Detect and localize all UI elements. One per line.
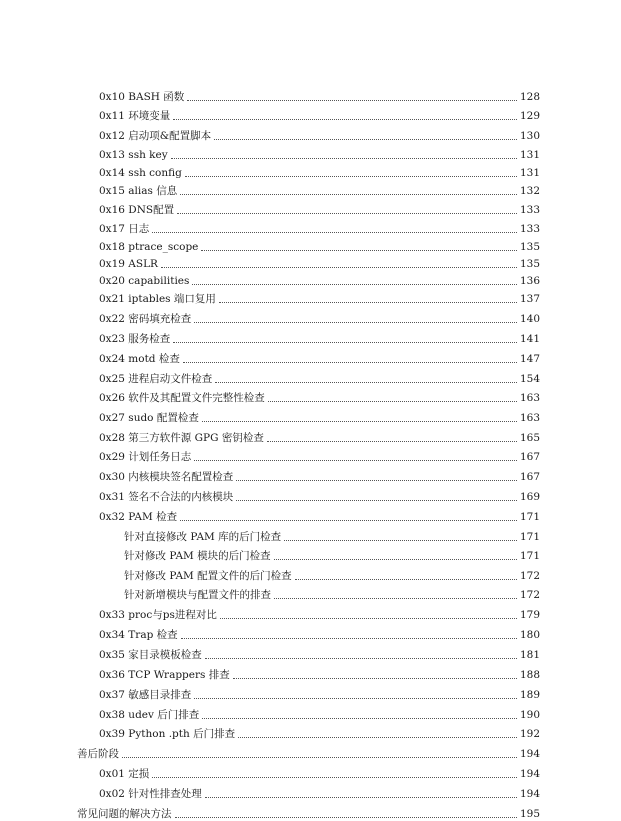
toc-entry-title: 针对直接修改 PAM 库的后门检查 <box>124 531 282 543</box>
toc-entry-page-number: 135 <box>519 258 540 270</box>
toc-entry-title: 0x20 capabilities <box>99 275 190 287</box>
toc-entry-page-number: 194 <box>519 788 540 800</box>
toc-entry-title: 0x30 内核模块签名配置检查 <box>99 471 234 483</box>
toc-entry-title: 0x15 alias 信息 <box>99 185 178 197</box>
toc-entry-page-number: 154 <box>519 373 540 385</box>
toc-entry-page-number: 136 <box>519 275 540 287</box>
dot-leader <box>202 420 517 422</box>
toc-entry[interactable] <box>99 310 540 326</box>
dot-leader <box>175 816 517 818</box>
dot-leader <box>171 157 517 159</box>
toc-entry-title: 0x14 ssh config <box>99 167 182 179</box>
dot-leader <box>219 301 517 303</box>
toc-entry-title: 0x34 Trap 检查 <box>99 629 178 641</box>
toc-entry-title: 针对修改 PAM 配置文件的后门检查 <box>124 570 292 582</box>
dot-leader <box>295 578 517 580</box>
toc-entry-title: 0x26 软件及其配置文件完整性检查 <box>99 392 265 404</box>
toc-entry[interactable] <box>99 765 540 781</box>
toc-entry-title: 0x24 motd 检查 <box>99 353 180 365</box>
toc-entry-page-number: 135 <box>519 241 540 253</box>
toc-entry-title: 0x11 环境变量 <box>99 110 171 122</box>
toc-entry-title: 0x35 家目录模板检查 <box>99 649 202 661</box>
dot-leader <box>192 283 517 285</box>
dot-leader <box>274 597 517 599</box>
toc-entry-page-number: 133 <box>519 223 540 235</box>
toc-entry[interactable] <box>99 626 540 642</box>
toc-entry[interactable] <box>99 725 540 741</box>
toc-entry-page-number: 190 <box>519 709 540 721</box>
toc-entry-title: 0x36 TCP Wrappers 排查 <box>99 669 230 681</box>
toc-entry[interactable] <box>99 182 540 198</box>
toc-entry-page-number: 180 <box>519 629 540 641</box>
toc-entry-title: 0x31 签名不合法的内核模块 <box>99 491 234 503</box>
toc-entry[interactable] <box>99 370 540 386</box>
dot-leader <box>214 138 517 140</box>
toc-entry-title: 0x19 ASLR <box>99 258 158 270</box>
toc-entry-title: 0x10 BASH 函数 <box>99 91 185 103</box>
toc-entry-title: 0x22 密码填充检查 <box>99 313 192 325</box>
toc-entry-title: 0x37 敏感目录排查 <box>99 689 192 701</box>
toc-entry[interactable] <box>124 586 540 602</box>
toc-entry[interactable] <box>99 389 540 405</box>
toc-entry-page-number: 133 <box>519 204 540 216</box>
toc-entry-page-number: 189 <box>519 689 540 701</box>
toc-entry[interactable] <box>99 238 540 254</box>
toc-entry[interactable] <box>99 666 540 682</box>
dot-leader <box>202 717 517 719</box>
toc-entry[interactable] <box>77 745 540 761</box>
toc-entry[interactable] <box>99 448 540 464</box>
toc-entry[interactable] <box>99 164 540 180</box>
toc-entry-title: 0x25 进程启动文件检查 <box>99 373 213 385</box>
toc-entry-page-number: 165 <box>519 432 540 444</box>
toc-entry[interactable] <box>99 409 540 425</box>
dot-leader <box>274 558 517 560</box>
dot-leader <box>181 637 517 639</box>
dot-leader <box>284 539 517 541</box>
dot-leader <box>205 657 517 659</box>
toc-entry-title: 0x01 定损 <box>99 768 150 780</box>
toc-entry-title: 0x39 Python .pth 后门排查 <box>99 728 236 740</box>
toc-entry[interactable] <box>99 429 540 445</box>
toc-entry[interactable] <box>99 272 540 288</box>
toc-entry[interactable] <box>99 330 540 346</box>
dot-leader <box>185 175 517 177</box>
dot-leader <box>194 697 517 699</box>
toc-entry[interactable] <box>99 508 540 524</box>
toc-entry[interactable] <box>99 468 540 484</box>
dot-leader <box>236 499 517 501</box>
toc-entry-title: 善后阶段 <box>77 748 119 760</box>
toc-entry-page-number: 130 <box>519 130 540 142</box>
toc-entry[interactable] <box>99 146 540 162</box>
toc-entry-title: 0x16 DNS配置 <box>99 204 175 216</box>
toc-entry-page-number: 169 <box>519 491 540 503</box>
toc-entry-page-number: 171 <box>519 511 540 523</box>
toc-entry[interactable] <box>77 805 540 821</box>
dot-leader <box>152 776 517 778</box>
toc-entry-page-number: 163 <box>519 412 540 424</box>
dot-leader <box>205 796 517 798</box>
toc-entry-title: 0x13 ssh key <box>99 149 168 161</box>
dot-leader <box>173 118 517 120</box>
toc-entry-page-number: 172 <box>519 589 540 601</box>
dot-leader <box>220 617 517 619</box>
toc-entry-page-number: 129 <box>519 110 540 122</box>
toc-entry-page-number: 181 <box>519 649 540 661</box>
toc-entry-title: 0x27 sudo 配置检查 <box>99 412 199 424</box>
toc-entry[interactable] <box>99 255 540 271</box>
toc-entry-title: 常见问题的解决方法 <box>77 808 172 820</box>
toc-entry-page-number: 132 <box>519 185 540 197</box>
toc-entry-title: 针对新增模块与配置文件的排查 <box>124 589 271 601</box>
toc-entry-page-number: 171 <box>519 550 540 562</box>
dot-leader <box>236 479 517 481</box>
toc-entry[interactable] <box>99 606 540 622</box>
dot-leader <box>194 321 517 323</box>
toc-entry-page-number: 179 <box>519 609 540 621</box>
toc-entry[interactable] <box>99 107 540 123</box>
toc-entry-page-number: 140 <box>519 313 540 325</box>
toc-entry-page-number: 131 <box>519 167 540 179</box>
toc-entry[interactable] <box>99 785 540 801</box>
toc-entry-page-number: 128 <box>519 91 540 103</box>
toc-entry-page-number: 192 <box>519 728 540 740</box>
toc-entry[interactable] <box>99 686 540 702</box>
toc-entry-title: 0x12 启动项&配置脚本 <box>99 130 212 142</box>
toc-entry-page-number: 137 <box>519 293 540 305</box>
toc-entry-title: 0x21 iptables 端口复用 <box>99 293 216 305</box>
toc-entry-title: 0x18 ptrace_scope <box>99 241 199 253</box>
dot-leader <box>201 249 517 251</box>
toc-entry[interactable] <box>99 88 540 104</box>
toc-entry[interactable] <box>99 706 540 722</box>
dot-leader <box>215 381 517 383</box>
toc-entry-page-number: 195 <box>519 808 540 820</box>
dot-leader <box>180 519 517 521</box>
toc-entry-title: 0x23 服务检查 <box>99 333 171 345</box>
toc-entry[interactable] <box>99 127 540 143</box>
toc-entry[interactable] <box>99 290 540 306</box>
toc-entry[interactable] <box>124 567 540 583</box>
toc-entry-page-number: 171 <box>519 531 540 543</box>
toc-entry-page-number: 147 <box>519 353 540 365</box>
dot-leader <box>122 756 517 758</box>
dot-leader <box>194 459 517 461</box>
toc-entry-title: 0x32 PAM 检查 <box>99 511 178 523</box>
toc-entry[interactable] <box>99 488 540 504</box>
toc-entry-title: 0x38 udev 后门排查 <box>99 709 200 721</box>
dot-leader <box>268 400 517 402</box>
toc-entry-title: 0x33 proc与ps进程对比 <box>99 609 217 621</box>
toc-entry[interactable] <box>124 547 540 563</box>
toc-entry[interactable] <box>124 528 540 544</box>
toc-entry-page-number: 194 <box>519 768 540 780</box>
toc-entry-title: 0x17 日志 <box>99 223 150 235</box>
toc-entry-page-number: 194 <box>519 748 540 760</box>
dot-leader <box>161 266 517 268</box>
toc-entry[interactable] <box>99 201 540 217</box>
dot-leader <box>267 440 517 442</box>
toc-entry-page-number: 141 <box>519 333 540 345</box>
toc-entry-page-number: 163 <box>519 392 540 404</box>
toc-entry-page-number: 188 <box>519 669 540 681</box>
dot-leader <box>180 193 517 195</box>
toc-entry-page-number: 131 <box>519 149 540 161</box>
toc-entry-title: 针对修改 PAM 模块的后门检查 <box>124 550 271 562</box>
toc-entry[interactable] <box>99 350 540 366</box>
toc-entry-title: 0x28 第三方软件源 GPG 密钥检查 <box>99 432 264 444</box>
toc-entry-title: 0x02 针对性排查处理 <box>99 788 202 800</box>
toc-entry[interactable] <box>99 220 540 236</box>
dot-leader <box>183 361 517 363</box>
toc-entry-page-number: 167 <box>519 471 540 483</box>
dot-leader <box>173 341 517 343</box>
toc-entry-title: 0x29 计划任务日志 <box>99 451 192 463</box>
toc-entry-page-number: 167 <box>519 451 540 463</box>
dot-leader <box>177 212 517 214</box>
dot-leader <box>152 231 517 233</box>
dot-leader <box>187 99 517 101</box>
toc-entry-page-number: 172 <box>519 570 540 582</box>
dot-leader <box>238 736 517 738</box>
toc-entry[interactable] <box>99 646 540 662</box>
dot-leader <box>233 677 517 679</box>
